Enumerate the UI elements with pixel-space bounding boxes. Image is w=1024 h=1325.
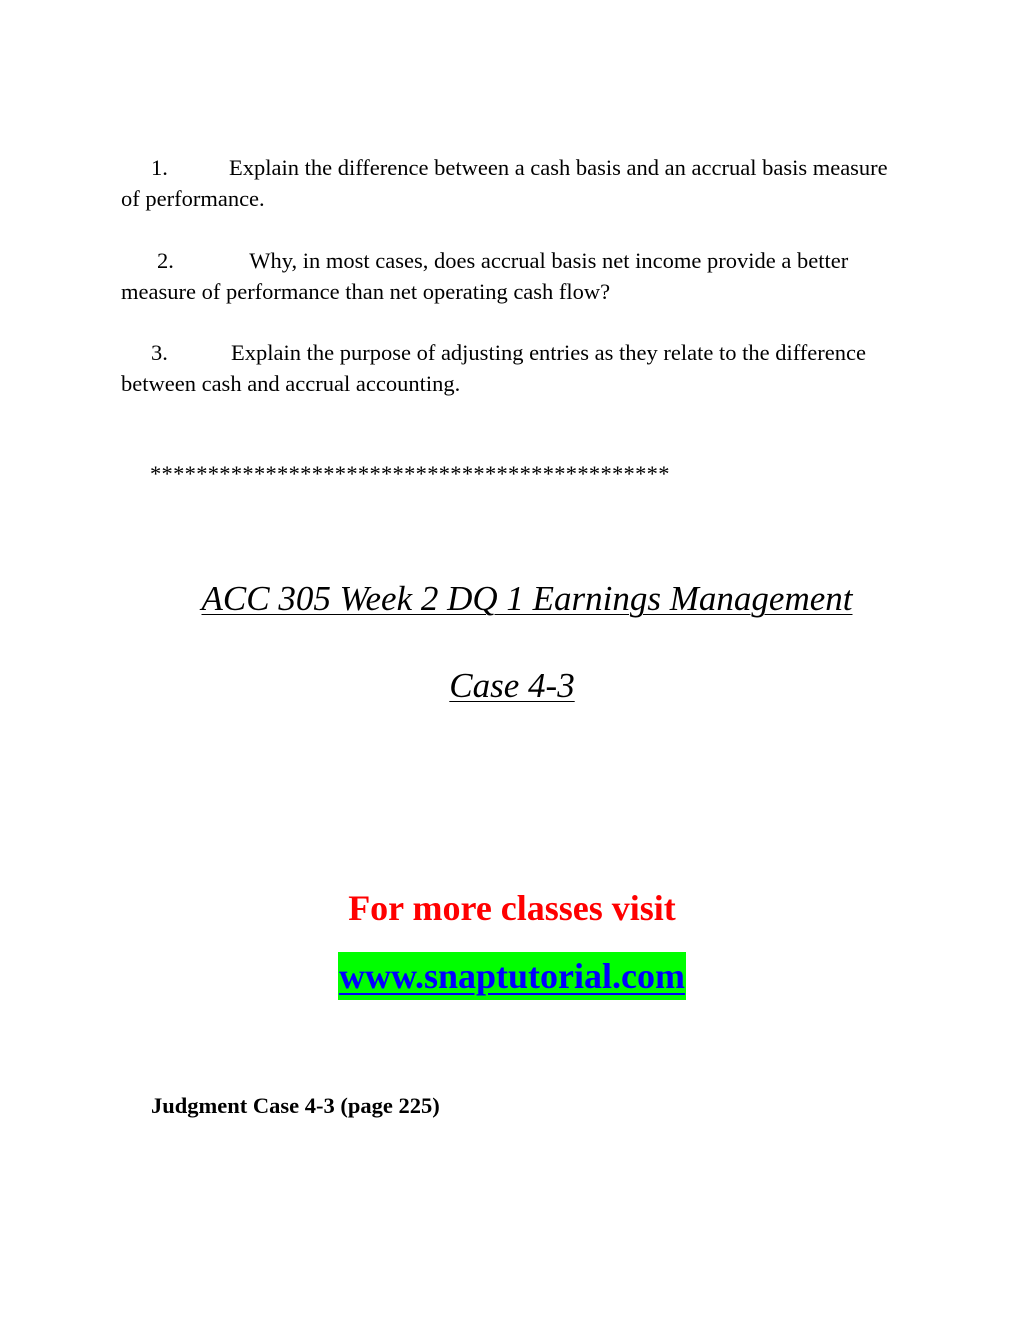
asterisk-separator: ********************************************* — [150, 461, 670, 486]
question-number: 1. — [151, 155, 168, 180]
question-number: 2. — [157, 248, 174, 273]
website-link[interactable]: www.snaptutorial.com — [338, 952, 686, 1000]
question-2 — [121, 245, 911, 307]
question-number: 3. — [151, 340, 168, 365]
question-text: Why, in most cases, does accrual basis net income provide a better measure of performance than net operating cash flow? — [121, 248, 849, 304]
promo-text: For more classes visit — [348, 888, 676, 928]
question-text: Explain the difference between a cash basis and an accrual basis measure of performance. — [121, 155, 888, 211]
question-text: Explain the purpose of adjusting entries as they relate to the difference between cash and accrual accounting. — [121, 340, 866, 396]
document-subtitle: Case 4-3 — [449, 666, 575, 705]
question-1 — [121, 152, 911, 214]
question-3 — [121, 337, 911, 399]
promo-link-container — [0, 952, 1024, 1000]
document-title: ACC 305 Week 2 DQ 1 Earnings Management — [201, 579, 853, 618]
case-heading: Judgment Case 4-3 (page 225) — [151, 1093, 440, 1118]
